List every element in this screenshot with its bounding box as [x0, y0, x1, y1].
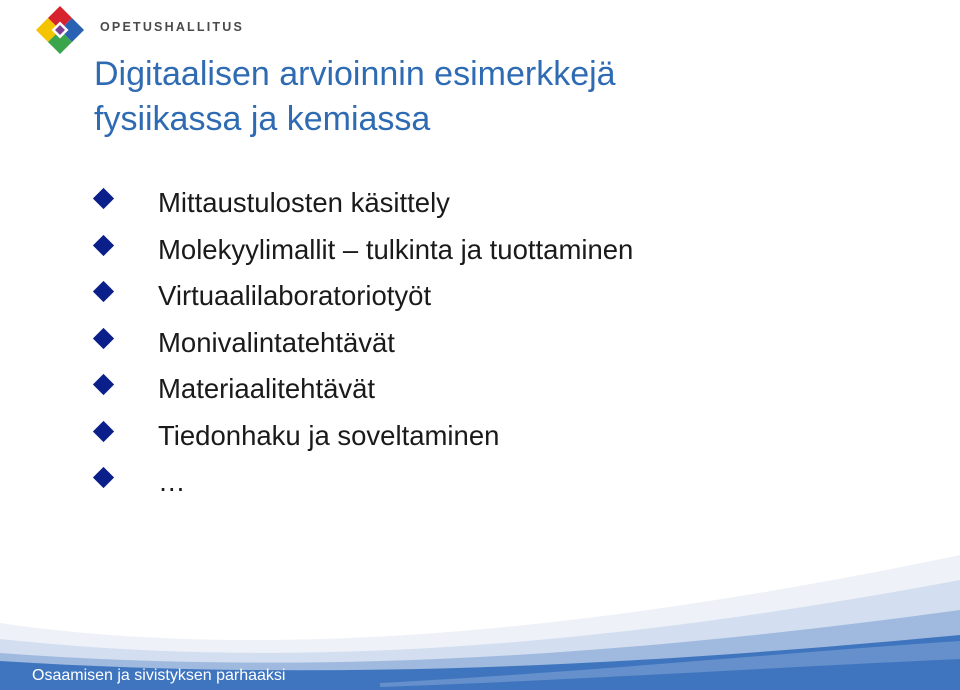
- slide-title-line-2: fysiikassa ja kemiassa: [94, 100, 431, 138]
- bullet-item: [92, 461, 633, 508]
- bullet-text: Mittaustulosten käsittely: [158, 187, 450, 218]
- bullet-list: [92, 182, 633, 508]
- bullet-text: …: [158, 466, 186, 497]
- diamond-bullet-icon: [93, 327, 114, 348]
- bullet-text: Monivalintatehtävät: [158, 326, 395, 358]
- org-name: OPETUSHALLITUS: [100, 20, 244, 34]
- bullet-item: [92, 275, 633, 322]
- bullet-text: Tiedonhaku ja soveltaminen: [158, 419, 500, 451]
- bullet-item: [92, 182, 633, 229]
- diamond-bullet-icon: [93, 188, 114, 209]
- diamond-bullet-icon: [93, 467, 114, 488]
- bullet-text: Materiaalitehtävät: [158, 373, 376, 404]
- slide-title: [94, 52, 616, 142]
- bullet-text: Virtuaalilaboratoriotyöt: [158, 280, 432, 311]
- diamond-bullet-icon: [93, 420, 114, 441]
- diamond-bullet-icon: [93, 374, 114, 395]
- bullet-item: [92, 229, 633, 276]
- slide-title-line-1: Digitaalisen arvioinnin esimerkkejä: [94, 55, 616, 93]
- opetushallitus-logo-icon: [32, 4, 88, 56]
- bullet-item: [92, 368, 633, 415]
- bullet-item: [92, 322, 633, 369]
- diamond-bullet-icon: [93, 234, 114, 255]
- bullet-text: Molekyylimallit – tulkinta ja tuottaminen: [158, 233, 634, 265]
- diamond-bullet-icon: [93, 281, 114, 302]
- bullet-item: [92, 415, 633, 462]
- footer-tagline: Osaamisen ja sivistyksen parhaaksi: [32, 667, 286, 684]
